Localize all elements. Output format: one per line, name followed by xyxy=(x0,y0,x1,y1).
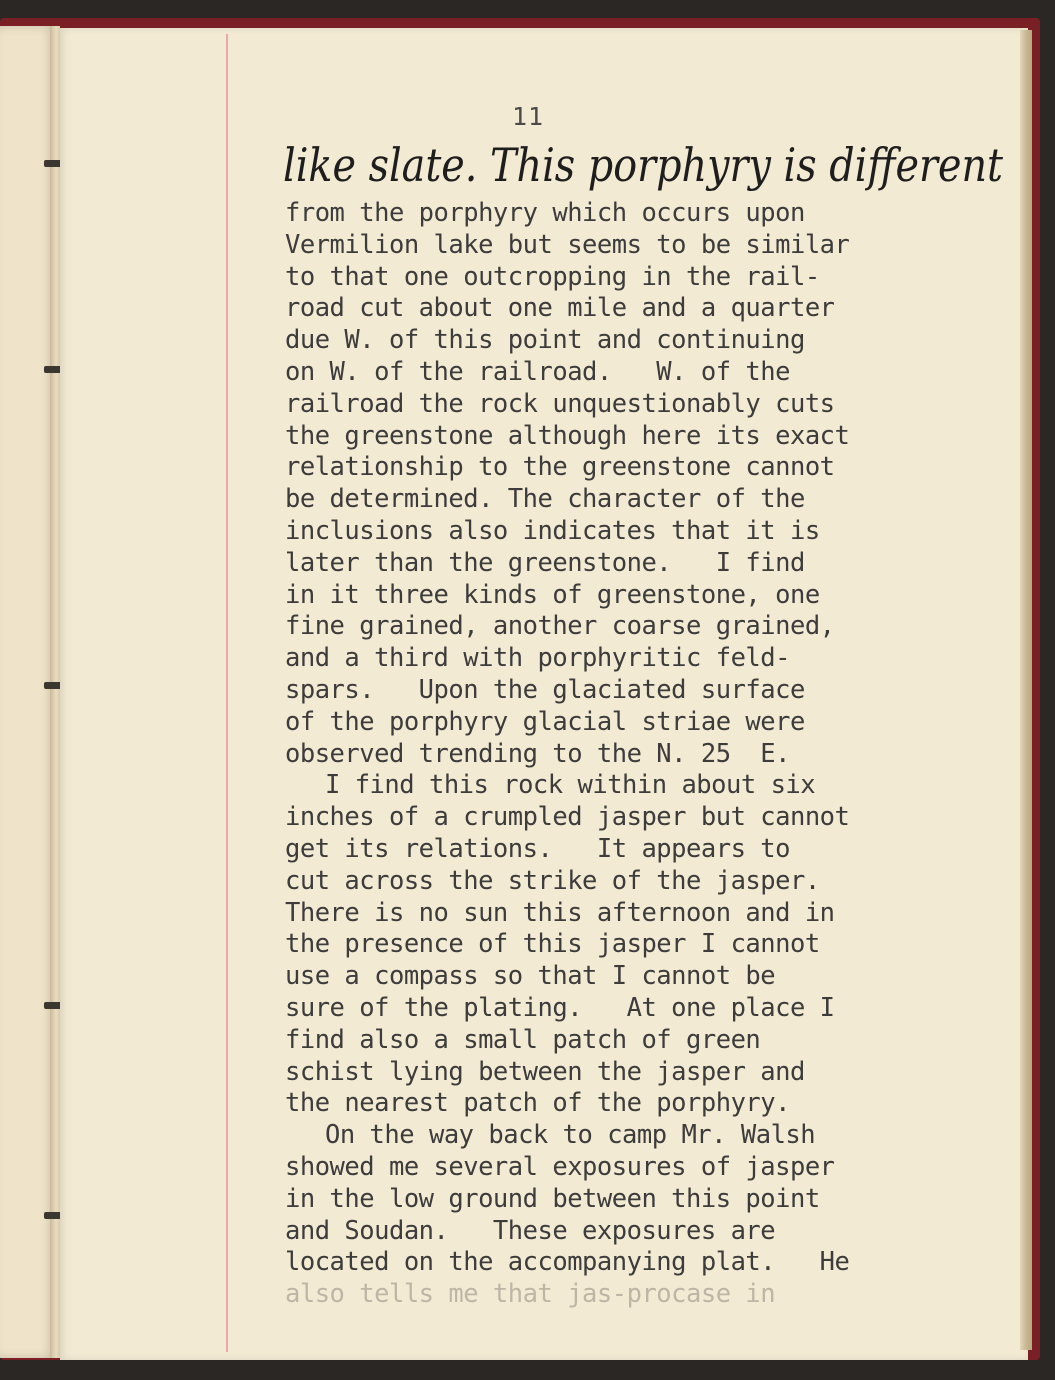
typed-line: the nearest patch of the porphyry. xyxy=(285,1088,790,1119)
typed-line: later than the greenstone. I find xyxy=(285,547,805,578)
typed-line: find also a small patch of green xyxy=(285,1024,761,1055)
typed-line: spars. Upon the glaciated surface xyxy=(285,674,805,705)
typed-line: located on the accompanying plat. He xyxy=(285,1247,850,1278)
typed-line: railroad the rock unquestionably cuts xyxy=(285,388,835,419)
typed-line: from the porphyry which occurs upon xyxy=(285,198,805,228)
typed-line: sure of the plating. At one place I xyxy=(285,992,835,1023)
typed-line: schist lying between the jasper and xyxy=(285,1056,805,1087)
typed-line: and a third with porphyritic feld- xyxy=(285,643,790,674)
page-edges xyxy=(1020,30,1032,1350)
typed-line: I find this rock within about six xyxy=(325,770,816,801)
typed-line: also tells me that jas-procase in xyxy=(285,1279,776,1310)
typed-line: be determined. The character of the xyxy=(285,484,805,515)
typed-line: in it three kinds of greenstone, one xyxy=(285,579,820,610)
typed-line: of the porphyry glacial striae were xyxy=(285,706,805,737)
left-page xyxy=(0,26,56,1358)
typed-line: get its relations. It appears to xyxy=(285,833,790,864)
typed-line: inches of a crumpled jasper but cannot xyxy=(285,802,850,833)
typed-line: due W. of this point and continuing xyxy=(285,325,805,356)
handwritten-note xyxy=(283,125,1013,205)
typed-line: relationship to the greenstone cannot xyxy=(285,452,835,483)
typed-line: inclusions also indicates that it is xyxy=(285,515,820,546)
typed-line: observed trending to the N. 25 E. xyxy=(285,738,790,769)
binding-strip xyxy=(50,26,60,1358)
typed-line: on W. of the railroad. W. of the xyxy=(285,356,790,387)
typed-line: showed me several exposures of jasper xyxy=(285,1151,835,1182)
typed-line: to that one outcropping in the rail- xyxy=(285,261,820,292)
typed-line: On the way back to camp Mr. Walsh xyxy=(325,1120,816,1151)
typed-line: the presence of this jasper I cannot xyxy=(285,929,820,960)
typed-line: use a compass so that I cannot be xyxy=(285,961,776,992)
margin-rule xyxy=(226,34,228,1352)
page-number: 11 xyxy=(512,102,545,131)
typed-line: the greenstone although here its exact xyxy=(285,420,850,451)
typed-line: Vermilion lake but seems to be similar xyxy=(285,229,850,260)
typed-line: in the low ground between this point xyxy=(285,1183,820,1214)
typed-line: and Soudan. These exposures are xyxy=(285,1215,776,1246)
typed-text-block xyxy=(285,198,1015,1311)
typed-line: There is no sun this afternoon and in xyxy=(285,897,835,928)
typed-line: cut across the strike of the jasper. xyxy=(285,865,820,896)
typed-line: fine grained, another coarse grained, xyxy=(285,611,835,642)
handwritten-note-text: like slate. This porphyry is different xyxy=(283,138,1004,192)
typed-line: road cut about one mile and a quarter xyxy=(285,293,835,324)
